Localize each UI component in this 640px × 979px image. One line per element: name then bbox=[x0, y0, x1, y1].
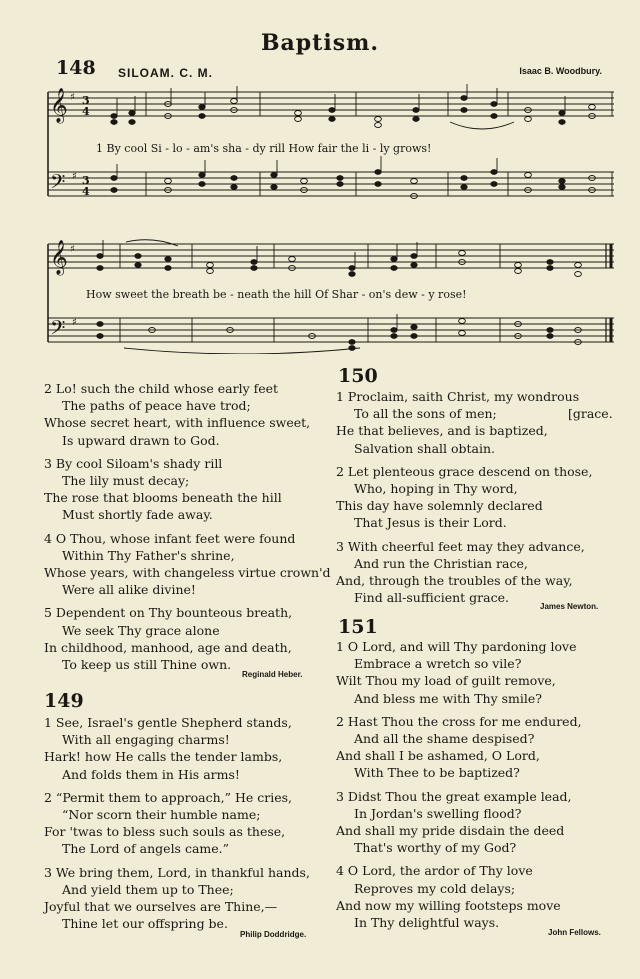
page-title: Baptism. bbox=[260, 30, 380, 56]
verse-line: “Nor scorn their humble name; bbox=[62, 807, 261, 823]
hymn-number-148: 148 bbox=[56, 57, 96, 79]
composer: Isaac B. Woodbury. bbox=[519, 66, 602, 76]
verse-line: The rose that blooms beneath the hill bbox=[44, 490, 282, 506]
author-credit: Philip Doddridge. bbox=[240, 930, 307, 939]
verse-line: Within Thy Father's shrine, bbox=[62, 547, 235, 563]
svg-text:𝄞: 𝄞 bbox=[50, 240, 68, 275]
verse-line: Hark! how He calls the tender lambs, bbox=[44, 749, 283, 765]
svg-text:4: 4 bbox=[82, 105, 90, 118]
hymn-number-150: 150 bbox=[338, 365, 378, 387]
verse-line: 1 O Lord, and will Thy pardoning love bbox=[336, 639, 577, 654]
svg-text:3: 3 bbox=[82, 174, 90, 187]
verse-line: And, through the troubles of the way, bbox=[336, 573, 573, 589]
verse-line: Whose years, with changeless virtue crown'd bbox=[44, 565, 331, 581]
svg-text:♯: ♯ bbox=[72, 171, 77, 182]
verse-line: Joyful that we ourselves are Thine,— bbox=[44, 899, 278, 915]
verse-line: 1 See, Israel's gentle Shepherd stands, bbox=[44, 715, 292, 730]
verse-line: And shall my pride disdain the deed bbox=[336, 823, 565, 839]
verse-line: [grace. bbox=[568, 406, 613, 421]
hymn-148-verses bbox=[44, 380, 331, 673]
svg-text:3: 3 bbox=[82, 94, 90, 107]
verse-line: To all the sons of men; bbox=[354, 406, 497, 422]
verse-line: And shall I be ashamed, O Lord, bbox=[336, 748, 540, 764]
lyric-line-2: How sweet the breath be - neath the hill Of Shar - on's dew - y rose! bbox=[86, 288, 467, 301]
verse-line: That Jesus is their Lord. bbox=[354, 515, 507, 531]
hymn-number-151: 151 bbox=[338, 616, 378, 638]
lyric-line-1: 1 By cool Si - lo - am's sha - dy rill How fair the li - ly grows! bbox=[96, 142, 432, 155]
svg-text:𝄞: 𝄞 bbox=[50, 88, 68, 123]
verse-line: In Jordan's swelling flood? bbox=[354, 805, 522, 821]
svg-text:♯: ♯ bbox=[72, 317, 77, 328]
verse-line: The paths of peace have trod; bbox=[62, 398, 251, 414]
hymn-149-verses bbox=[44, 714, 310, 932]
verse-line: Wilt Thou my load of guilt remove, bbox=[336, 673, 556, 689]
verse-line: And now my willing footsteps move bbox=[336, 897, 561, 913]
svg-text:♯: ♯ bbox=[70, 244, 75, 255]
verse-line: 4 O Lord, the ardor of Thy love bbox=[336, 863, 533, 879]
verse-line: 3 By cool Siloam's shady rill bbox=[44, 455, 223, 471]
verse-line: That's worthy of my God? bbox=[354, 840, 517, 856]
verse-line: Embrace a wretch so vile? bbox=[354, 656, 522, 672]
verse-line: 2 Hast Thou the cross for me endured, bbox=[336, 713, 582, 729]
verse-line: 2 Lo! such the child whose early feet bbox=[44, 381, 279, 396]
svg-text:𝄢: 𝄢 bbox=[50, 316, 66, 344]
verse-line: In childhood, manhood, age and death, bbox=[44, 639, 292, 655]
verse-line: He that believes, and is baptized, bbox=[336, 423, 548, 439]
verse-line: Thine let our offspring be. bbox=[62, 916, 228, 932]
verse-line: With all engaging charms! bbox=[62, 732, 230, 748]
verse-line: Must shortly fade away. bbox=[62, 507, 213, 523]
hymn-number-149: 149 bbox=[44, 690, 84, 712]
verse-line: Who, hoping in Thy word, bbox=[354, 481, 518, 497]
svg-text:𝄢: 𝄢 bbox=[50, 170, 66, 198]
verse-line: Reproves my cold delays; bbox=[354, 880, 516, 896]
verse-line: Is upward drawn to God. bbox=[62, 432, 220, 448]
verse-line: For 'twas to bless such souls as these, bbox=[44, 824, 286, 840]
verse-line: Were all alike divine! bbox=[62, 582, 196, 598]
svg-text:4: 4 bbox=[82, 185, 90, 198]
verse-line: Find all-sufficient grace. bbox=[354, 590, 509, 606]
verse-line: With Thee to be baptized? bbox=[354, 765, 520, 781]
author-credit: Reginald Heber. bbox=[242, 670, 303, 679]
verse-line: Whose secret heart, with influence sweet, bbox=[44, 415, 311, 431]
verse-line: We seek Thy grace alone bbox=[62, 622, 220, 638]
verse-line: And all the shame despised? bbox=[354, 731, 535, 747]
tune-name: SILOAM. C. M. bbox=[118, 66, 213, 80]
grace-overflow bbox=[568, 405, 613, 422]
verse-line: And bless me with Thy smile? bbox=[354, 690, 543, 706]
verse-line: This day have solemnly declared bbox=[336, 498, 543, 514]
verse-line: In Thy delightful ways. bbox=[354, 915, 500, 931]
verse-line: 3 Didst Thou the great example lead, bbox=[336, 788, 572, 804]
verse-line: And folds them in His arms! bbox=[62, 766, 240, 782]
verse-line: The Lord of angels came.” bbox=[62, 841, 230, 857]
verse-line: And run the Christian race, bbox=[354, 555, 528, 571]
verse-line: The lily must decay; bbox=[62, 473, 190, 489]
author-credit: John Fellows. bbox=[548, 928, 601, 937]
verse-line: And yield them up to Thee; bbox=[62, 881, 234, 897]
verse-line: 3 We bring them, Lord, in thankful hands, bbox=[44, 864, 310, 880]
svg-text:♯: ♯ bbox=[70, 92, 75, 103]
verse-line: 5 Dependent on Thy bounteous breath, bbox=[44, 605, 293, 621]
hymn-151-verses bbox=[336, 638, 582, 931]
verse-line: 1 Proclaim, saith Christ, my wondrous bbox=[336, 389, 580, 404]
author-credit: James Newton. bbox=[540, 602, 599, 611]
verse-line: Salvation shall obtain. bbox=[354, 440, 496, 456]
verse-line: 4 O Thou, whose infant feet were found bbox=[44, 530, 296, 546]
verse-line: To keep us still Thine own. bbox=[62, 657, 232, 673]
verse-line: 3 With cheerful feet may they advance, bbox=[336, 538, 585, 554]
verse-line: 2 “Permit them to approach,” He cries, bbox=[44, 789, 293, 805]
hymn-150-verses bbox=[336, 388, 592, 606]
verse-line: 2 Let plenteous grace descend on those, bbox=[336, 463, 593, 479]
